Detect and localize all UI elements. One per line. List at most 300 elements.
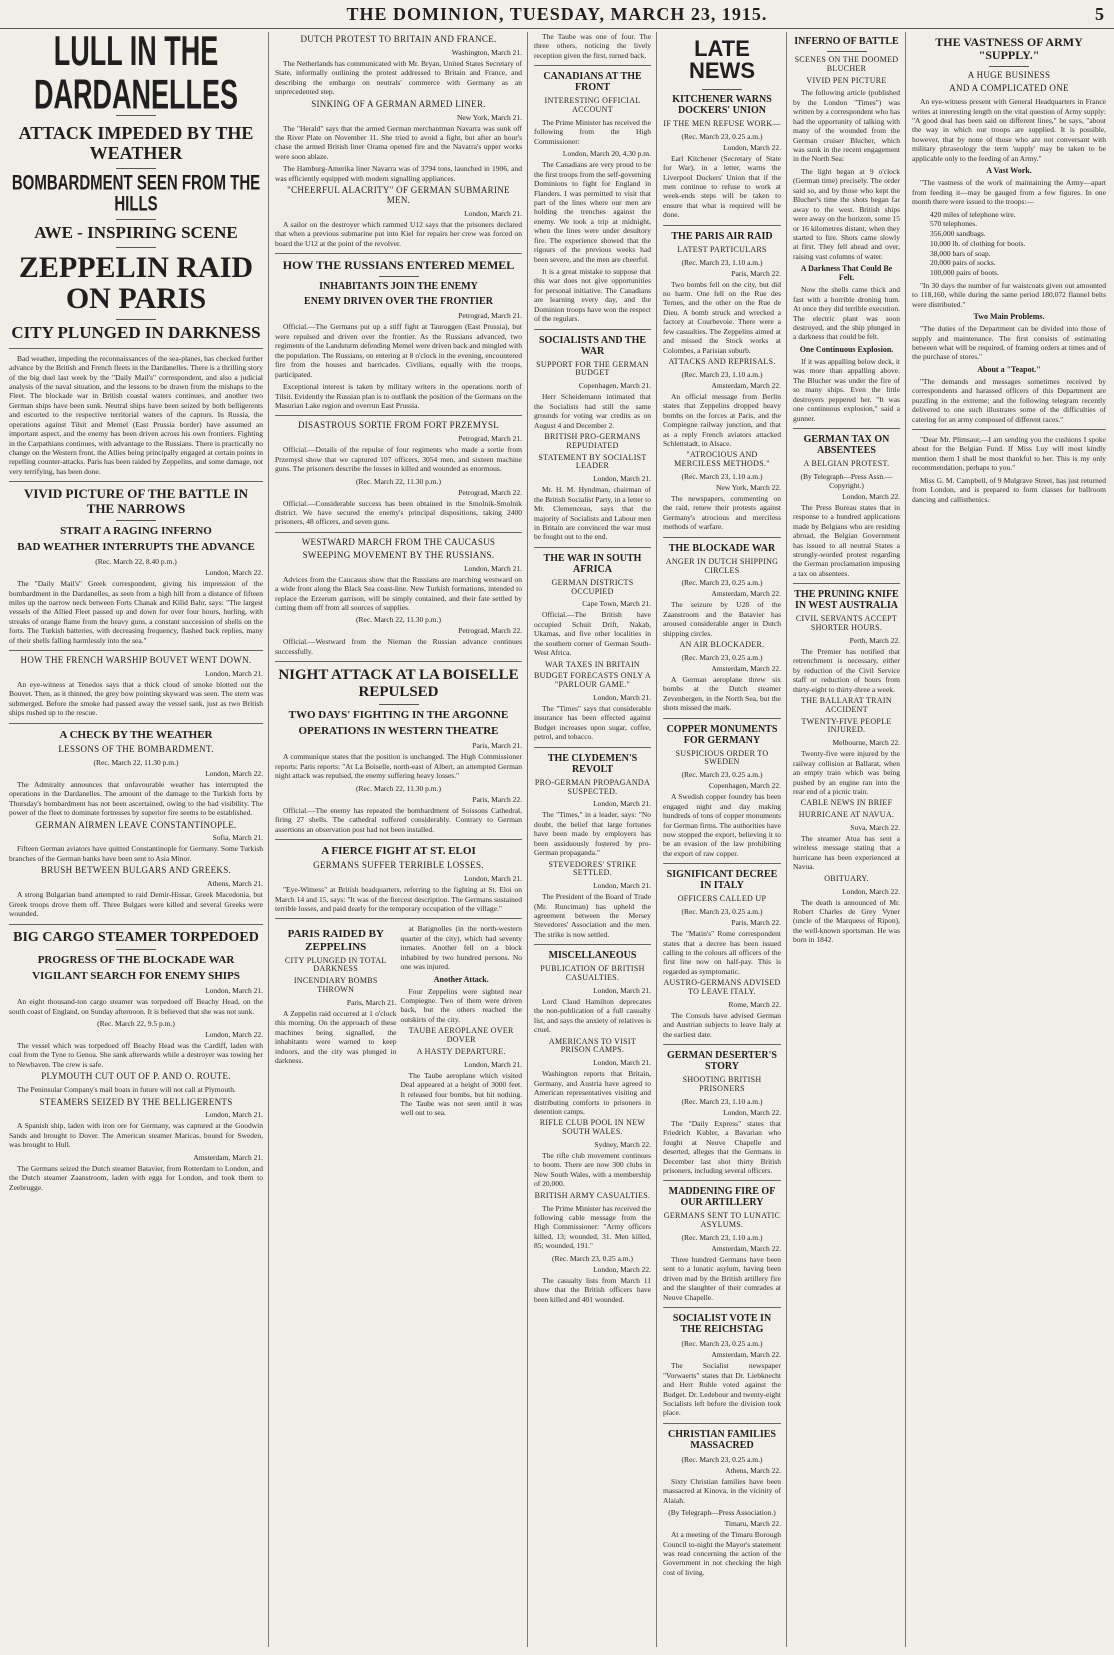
article-body: A sailor on the destroyer which rammed U12 says that the prisoners declared that when a previous submarine put into Kiel for repairs her crew was forced on board the U12 at the point of the revolver. xyxy=(275,219,522,248)
article-body: The following article (published by the London "Times") was written by a correspondent who has had the opportunity of talking with many of the wounded from the German cruiser Blucher, which was sunk in the recent engagement in the North Sea: xyxy=(793,88,900,164)
article-headline: "CHEERFUL ALACRITY" OF GERMAN SUBMARINE MEN. xyxy=(287,185,510,206)
subheading: Two Main Problems. xyxy=(973,312,1045,322)
article-headline: STEAMERS SEIZED BY THE BELLIGERENTS xyxy=(39,1096,233,1107)
article-body: Now the shells came thick and fast with a horrible droning hum. At once they did terrible execution. The electric plant was soon destroyed, and the ship plunged in a darkness that could be felt. xyxy=(793,285,900,342)
article-body: Official.—Considerable success has been obtained in the Smolnik-Smolnik district. We have secured the enemy's principal dispositions, taking 2400 prisoners, 48 officers, and seven guns. xyxy=(275,498,522,527)
article-body: The President of the Board of Trade (Mr. Runciman) has upheld the agreement between the Mersey Stevedores' Association and the men. The strike is now settled. xyxy=(534,892,651,939)
article-body: The "Times" says that considerable insurance has been effected against Budget increases upon sugar, coffee, petrol, and tobacco. xyxy=(534,703,651,742)
received-line: (Rec. March 23, 0.25 a.m.) xyxy=(681,652,763,662)
article-headline: SOCIALIST VOTE IN THE REICHSTAG xyxy=(672,1313,772,1336)
dateline: London, March 22. xyxy=(842,886,900,896)
article-body: Earl Kitchener (Secretary of State for War), in a letter, warns the Liverpool Dockers' Union that if the men continue to refuse to work at week-ends steps will be taken to ensure that what is required will be done. xyxy=(663,153,781,220)
list-item: 38,000 bars of soap. xyxy=(930,248,991,258)
divider xyxy=(912,429,1106,430)
article-deck: BUDGET FORECASTS ONLY A "PARLOUR GAME." xyxy=(534,671,652,690)
dateline: Amsterdam, March 22. xyxy=(711,380,781,390)
dateline: London, March 22. xyxy=(205,768,263,778)
divider xyxy=(663,1044,781,1045)
divider xyxy=(663,1423,781,1424)
divider xyxy=(534,547,651,548)
dateline: Paris, March 22. xyxy=(472,794,522,804)
received-line: (Rec. March 23, 1.10 a.m.) xyxy=(681,472,763,482)
dateline: Perth, March 22. xyxy=(849,635,900,645)
received-line: (Rec. March 22, 11.30 p.m.) xyxy=(356,476,441,486)
article-body: The "Times," in a leader, says: "No doubt, the belief that large fortunes have been made by employers has been assiduously fostered by pro-German propaganda." xyxy=(534,810,651,858)
masthead xyxy=(0,0,1114,29)
article-body: Herr Scheidemann intimated that the Socialists had still the same grounds for voting war credits as on August 4 and December 2. xyxy=(534,392,651,430)
subheading: A Vast Work. xyxy=(986,166,1032,176)
article-headline: PLYMOUTH CUT OUT OF P. AND O. ROUTE. xyxy=(41,1071,231,1082)
article-deck: A BELGIAN PROTEST. xyxy=(803,458,890,468)
article-body: The Peninsular Company's mail boats in future will not call at Plymouth. xyxy=(17,1085,236,1095)
article-headline: CANADIANS AT THE FRONT xyxy=(543,71,642,94)
dateline: Paris, March 21. xyxy=(472,741,522,751)
dateline: London, March 21. xyxy=(593,692,651,702)
divider xyxy=(534,944,651,945)
dateline: London, March 21. xyxy=(593,1058,651,1068)
list-item: 20,000 pairs of socks. xyxy=(930,258,996,268)
received-line: (Rec. March 22, 11.30 p.m.) xyxy=(356,615,441,625)
dateline: Rome, March 22. xyxy=(728,999,781,1009)
article-headline: RIFLE CLUB POOL IN NEW SOUTH WALES. xyxy=(539,1118,646,1137)
article-headline: SOCIALISTS AND THE WAR xyxy=(538,334,647,357)
article-body: Mr. H. M. Hyndman, chairman of the British Socialist Party, in a letter to Mr. Clemenceau, says that the majority of Socialists and Labour men in Britain are convinced the war must be fought out to the end. xyxy=(534,485,651,542)
divider xyxy=(663,1307,781,1308)
subheading: One Continuous Explosion. xyxy=(799,344,894,354)
article-deck: A HUGE BUSINESS xyxy=(967,70,1051,81)
article-deck: BAD WEATHER INTERRUPTS THE ADVANCE xyxy=(17,541,255,553)
article-body: The Consuls have advised German and Austrian subjects to leave Italy at the earliest date. xyxy=(663,1010,781,1039)
article-headline: DISASTROUS SORTIE FROM FORT PRZEMYSL xyxy=(297,420,500,431)
page-number: 5 xyxy=(1095,4,1104,24)
column-rule xyxy=(268,32,269,1647)
divider xyxy=(275,839,522,840)
received-line: (Rec. March 23, 0.25 a.m.) xyxy=(681,1454,763,1464)
article-deck: IF THE MEN REFUSE WORK— xyxy=(663,118,781,128)
list-item: 356,000 sandbags. xyxy=(930,229,986,239)
subheading: Another Attack. xyxy=(433,974,489,984)
article-body: Fifteen German aviators have quitted Constantinople for Germany. Some Turkish branches of the German banks have been sent to Asia Minor. xyxy=(9,844,263,863)
article-headline: A FIERCE FIGHT AT ST. ELOI xyxy=(321,845,476,858)
article-body: A communique states that the position is unchanged. The High Commissioner reports: Paris reports: "At La Boiselle, north-east of Albert, an attempted German night attack was repulsed, the enemy suffering heavy losses." xyxy=(275,752,522,781)
article-headline: SIGNIFICANT DECREE IN ITALY xyxy=(666,869,778,892)
article-body: Official.—The enemy has repeated the bombardment of Soissons Cathedral, firing 27 shells. The cathedral suffered considerably. Contrary to German assertions an observation post had not been installed. xyxy=(275,805,522,834)
article-body: The seizure by U28 of the Zaanstroom and the Batavier has aroused considerable anger in Dutch shipping circles. xyxy=(663,600,781,638)
column-1 xyxy=(6,32,266,1647)
column-3 xyxy=(531,32,654,1647)
article-body: The "Daily Mail's" Greek correspondent, giving his impression of the bombardment in the Dardanelles, as seen from a high hill from a distance of fifteen miles up the narrow neck between Forts Chanak and Kilid Bahr, says: "The largest vessels of the Allied Fleet passed up and down for over four hours, hurling, with streaks of orange flame from the heavy guns, a constant succession of shells on the forts. The Turkish batteries, with decreasing frequency, flashed back replies, many of their shells falling harmlessly into the sea." xyxy=(9,579,263,645)
article-headline: WAR TAXES IN BRITAIN xyxy=(544,659,640,669)
dateline: London, March 21. xyxy=(205,669,263,679)
dateline: Petrograd, March 21. xyxy=(458,311,522,321)
article-body: The Taube aeroplane which visited Deal appeared at a height of 3000 feet. It released four bombs, but hit nothing. The Taube was not seen until it was well out to sea. xyxy=(400,1070,522,1118)
split-section xyxy=(275,924,522,1121)
divider xyxy=(663,1180,781,1181)
dateline: Amsterdam, March 22. xyxy=(711,663,781,673)
article-deck: GERMAN DISTRICTS OCCUPIED xyxy=(551,577,634,596)
article-body: It is a great mistake to suppose that this war does not give opportunities for personal initiative. The Canadians are learning every day, and the Dominion troops have won the respect of the regulars. xyxy=(534,267,651,324)
list-item: 10,000 lb. of clothing for boots. xyxy=(930,238,1026,248)
dateline: Paris, March 21. xyxy=(346,997,397,1007)
divider xyxy=(663,718,781,719)
received-line: (Rec. March 23, 1.10 a.m.) xyxy=(681,1096,763,1106)
article-body: Official.—Details of the repulse of four regiments who made a sortie from Przemysl show that we captured 107 officers, 3054 men, and sixteen machine guns. The prisoners describe the losses in killed and wounded as enormous. xyxy=(275,445,522,474)
article-headline: AN AIR BLOCKADER. xyxy=(679,640,765,650)
dateline: Cape Town, March 21. xyxy=(582,599,651,609)
article-body: Sixty Christian families have been massacred at Kinova, in the vicinity of Alaiah. xyxy=(663,1476,781,1505)
dateline: London, March 21. xyxy=(464,1059,522,1069)
article-body: The Premier has notified that retrenchment is necessary, either by reduction of the Civil Service staff or reduction of hours from thirty-eight to thirty-three a week. xyxy=(793,646,900,694)
article-body: The Admiralty announces that unfavourable weather has interrupted the operations in the Dardanelles. The amount of the damage to the Turkish forts by Thursday's bombardment has not been ascertained, owing to the bad visibility. The power of the fleet to dominate fortresses by superior fire seems to be established. xyxy=(9,779,263,818)
article-deck: HURRICANE AT NAVUA. xyxy=(798,810,895,820)
article-deck: SUPPORT FOR THE GERMAN BUDGET xyxy=(536,359,649,378)
dateline: Sydney, March 22. xyxy=(594,1140,651,1150)
article-body: The newspapers, commenting on the raid, renew their protests against Germany's atrocious and merciless methods of warfare. xyxy=(663,494,781,532)
article-deck: STRAIT A RAGING INFERNO xyxy=(60,524,212,537)
divider xyxy=(9,481,263,482)
article-headline: TAUBE AEROPLANE OVER DOVER xyxy=(408,1026,514,1045)
received-line: (Rec. March 23, 0.25 a.m.) xyxy=(681,907,763,917)
article-body: The "Matin's" Rome correspondent states that a decree has been issued calling to the colours all officers of the first line now on half-pay. This is regarded as symptomatic. xyxy=(663,929,781,976)
article-headline: BRITISH ARMY CASUALTIES. xyxy=(534,1190,651,1200)
article-headline: NIGHT ATTACK AT LA BOISELLE REPULSED xyxy=(278,667,519,700)
article-body: "The vastness of the work of maintaining the Army—apart from feeding it—may be gauged from a few figures. In one month there were issued to the troops:— xyxy=(912,178,1106,207)
article-headline: STEVEDORES' STRIKE SETTLED. xyxy=(548,859,637,878)
list-item: 100,000 pairs of boots. xyxy=(930,268,999,278)
article-headline: KITCHENER WARNS DOCKERS' UNION xyxy=(672,93,772,116)
main-headline: LULL IN THE DARDANELLES xyxy=(33,32,238,117)
split-left xyxy=(275,924,397,1121)
dateline: Melbourne, March 22. xyxy=(832,738,900,748)
article-deck: CIVIL SERVANTS ACCEPT SHORTER HOURS. xyxy=(795,614,898,633)
dateline: New York, March 21. xyxy=(457,112,522,122)
dateline: Paris, March 22. xyxy=(731,268,781,278)
received-line: (Rec. March 22, 11.30 p.m.) xyxy=(356,783,441,793)
article-headline: SINKING OF A GERMAN ARMED LINER. xyxy=(311,98,486,109)
list-item: 420 miles of telephone wire. xyxy=(930,209,1016,219)
column-4 xyxy=(660,32,784,1647)
divider xyxy=(663,863,781,864)
article-headline: BRUSH BETWEEN BULGARS AND GREEKS. xyxy=(40,865,232,876)
article-body: A Zeppelin raid occurred at 1 o'clock this morning. On the approach of these machines being signalled, the inhabitants were warned to keep indoors, and the city was plunged in darkness. xyxy=(275,1008,397,1065)
article-body: Two bombs fell on the city, but did no harm. One fell on the Rue des Ternes, and the other on the Rue de Dieu. A bomb struck and wrecked a factory at Courbevoie. There were a few casualties. The Zeppelins aimed at and missed the Stock works at Colombes, a Parisian suburb. xyxy=(663,279,781,355)
article-body: The casualty lists from March 11 show that the British officers have been killed and 401 wounded. xyxy=(534,1275,651,1304)
headline-deck: CITY PLUNGED IN DARKNESS xyxy=(11,322,261,342)
article-headline: COPPER MONUMENTS FOR GERMANY xyxy=(666,723,778,746)
article-headline: "ATROCIOUS AND MERCILESS METHODS." xyxy=(674,450,770,469)
subheading: About a "Teapot." xyxy=(977,364,1041,374)
article-headline: ATTACKS AND REPRISALS. xyxy=(668,357,776,367)
article-body: An eight thousand-ton cargo steamer was torpedoed off Beachy Head, on the south coast of England, on Sunday afternoon. It is believed that she was not sunk. xyxy=(9,997,263,1016)
divider xyxy=(663,537,781,538)
dateline: London, March 22. xyxy=(205,568,263,578)
dateline: London, March 21. xyxy=(593,881,651,891)
article-headline: BIG CARGO STEAMER TORPEDOED xyxy=(13,929,259,945)
divider xyxy=(275,661,522,662)
article-headline: HOW THE FRENCH WARSHIP BOUVET WENT DOWN. xyxy=(20,655,252,666)
article-body: A Swedish copper foundry has been engaged night and day making hundreds of tons of copper monuments for German firms. The authorities have now stopped the export, believing it to be an evasion of the law prohibiting the export of raw copper. xyxy=(663,792,781,858)
article-headline: MISCELLANEOUS xyxy=(548,950,637,962)
dateline: London, March 21. xyxy=(205,986,263,996)
column-rule xyxy=(905,32,906,1647)
article-body: Three hundred Germans have been sent to a lunatic asylum, having been driven mad by the British artillery fire and the slaughter of their comrades at Neuve Chapelle. xyxy=(663,1255,781,1302)
article-body: "Dear Mr. Plimsaur,—I am sending you the cushions I spoke about for the Belgian Fund. If Miss Luy will most kindly mention them I shall be most thankful to her. This is my only recommendation, perhaps to you." xyxy=(912,435,1106,473)
dateline: Petrograd, March 21. xyxy=(458,434,522,444)
divider xyxy=(116,520,156,521)
article-body: Four Zeppelins were sighted near Compiegne. Two of them were driven back, but the others reached the outskirts of the city. xyxy=(400,986,522,1024)
article-deck: OFFICERS CALLED UP xyxy=(677,894,767,904)
article-deck: TWENTY-FIVE PEOPLE INJURED. xyxy=(801,716,892,735)
column-rule xyxy=(656,32,657,1647)
article-deck: SHOOTING BRITISH PRISONERS xyxy=(682,1075,762,1094)
article-body: The rifle club movement continues to boom. There are now 300 clubs in New South Wales, with a membership of 20,000. xyxy=(534,1151,651,1189)
column-6 xyxy=(909,32,1109,1647)
article-deck: A HASTY DEPARTURE. xyxy=(416,1046,506,1056)
article-deck: CITY PLUNGED IN TOTAL DARKNESS xyxy=(284,955,387,974)
dateline: London, March 21. xyxy=(593,985,651,995)
dateline: London, March 21. xyxy=(464,208,522,218)
divider xyxy=(534,747,651,748)
divider xyxy=(116,168,156,169)
article-body: Advices from the Caucasus show that the Russians are marching westward on a wide front along the Black Sea coast-line. New Turkish formations, intended to replace the Erzerum garrison, will be simply contained, and their fate settled by cutting them off from all sources of supplies. xyxy=(275,574,522,612)
article-headline: THE WAR IN SOUTH AFRICA xyxy=(543,552,642,575)
divider xyxy=(116,319,156,320)
received-line: (Rec. March 23, 1.10 a.m.) xyxy=(681,369,763,379)
section-headline: LATE NEWS xyxy=(689,36,755,84)
received-line: (Rec. March 23, 1.10 a.m.) xyxy=(681,1233,763,1243)
divider xyxy=(116,219,156,220)
article-body: Miss G. M. Campbell, of 9 Mulgrave Street, has just returned from London, and is prepared to form classes for ballroom dancing and callisthenics. xyxy=(912,475,1106,504)
article-deck: STATEMENT BY SOCIALIST LEADER xyxy=(538,452,647,471)
article-intro: Bad weather, impeding the reconnaissances of the sea-planes, has checked further advance by the British and French fleets in the Dardanelles. There is a thrilling story of the big duel last week by the "Daily Mail's" correspondent, and also a judicial analysis of the naval situation, and the lessons to be drawn from the mishaps to the Fleet. The blockade war in British coastal waters continues, and another two German ships have been sunk. Neutral ships have been seized by both belligerents and escorted to the respective territorial waters of the captors. In Russia, the operations against Tilsit and Memel (East Prussia border) have assumed an important aspect, and the enemy has been driven across his own frontiers. Fighting in the Carpathians continues, with advantage to the Russians. There is practically no change on the Western front, the Allies being principally engaged at certain points in repelling counter-attacks. Paris has been raided by Zeppelins, and some damage, not very terrifying, has been done. xyxy=(9,353,263,476)
article-deck: VIVID PEN PICTURE xyxy=(806,75,887,85)
article-deck: ENEMY DRIVEN OVER THE FRONTIER xyxy=(304,296,493,308)
supply-list xyxy=(912,210,1106,278)
received-line: (Rec. March 23, 0.25 a.m.) xyxy=(681,578,763,588)
dateline: Amsterdam, March 22. xyxy=(711,1350,781,1360)
article-headline: CABLE NEWS IN BRIEF xyxy=(800,798,893,808)
divider xyxy=(534,329,651,330)
article-headline: THE VASTNESS OF ARMY "SUPPLY." xyxy=(935,35,1083,63)
article-headline: DUTCH PROTEST TO BRITAIN AND FRANCE. xyxy=(300,34,497,44)
article-deck: AND A COMPLICATED ONE xyxy=(949,83,1069,94)
article-headline: CHRISTIAN FAMILIES MASSACRED xyxy=(668,1428,776,1451)
dateline: London, March 21. xyxy=(205,1110,263,1120)
divider xyxy=(379,276,419,277)
dateline: London, March 21. xyxy=(593,799,651,809)
article-body: The Socialist newspaper "Vorwaerts" states that Dr. Liebknecht and Herr Ruhle voted against the Budget. Dr. Ledebour and twenty-eight Socialists left before the division took place. xyxy=(663,1361,781,1418)
received-line: (Rec. March 23, 1.10 a.m.) xyxy=(681,257,763,267)
article-headline: BRITISH PRO-GERMANS REPUDIATED xyxy=(544,432,641,450)
divider xyxy=(702,89,742,90)
article-body: Official.—The Germans put up a stiff fight at Tauroggen (East Prussia), but were repulsed and driven over the frontier. As the Russians advanced, two regiments of the Landsturm defending Memel were driven back and mingled with the population. The Russians, on entering at 8 o'clock in the evening, encountered fire from the houses and barricades. Civilians, equally with the troops, participated. xyxy=(275,322,522,379)
column-2 xyxy=(272,32,525,1647)
dateline: London, March 22. xyxy=(723,142,781,152)
article-headline: AMERICANS TO VISIT PRISON CAMPS. xyxy=(548,1036,637,1055)
divider xyxy=(989,66,1029,67)
article-body: Washington reports that Britain, Germany, and Austria have agreed to American representatives visiting and distributing comforts to prisoners in detention camps. xyxy=(534,1069,651,1116)
dateline: Amsterdam, March 22. xyxy=(711,589,781,599)
divider xyxy=(663,225,781,226)
article-headline: GERMAN TAX ON ABSENTEES xyxy=(803,433,890,456)
article-deck: INHABITANTS JOIN THE ENEMY xyxy=(319,281,478,293)
article-body: The "Daily Express" states that Friedrich Kubler, a Bavarian who fought at Neuve Chapelle and deserted, alleges that the Germans in December last shot thirty British prisoners, including several officers. xyxy=(663,1118,781,1176)
headline-deck: ZEPPELIN RAID ON PARIS xyxy=(18,250,254,316)
divider xyxy=(9,924,263,925)
column-rule xyxy=(786,32,787,1647)
article-deck: SUSPICIOUS ORDER TO SWEDEN xyxy=(675,748,769,767)
article-body: The vessel which was torpedoed off Beachy Head was the Cardiff, laden with coal from the Tyne to Genoa. She sank afterwards while a destroyer was towing her to Newhaven. The crew is safe. xyxy=(9,1040,263,1069)
article-body: The light began at 9 o'clock (German time) precisely. The order said so, and by those who kept the Blucher's time the shots began far away to the west. British ships were away on the horizon, some 15 or 16 kilometres distant, when they started to fire. Shots came slowly at first. They fell ahead and over, raising vast columns of water. xyxy=(793,166,900,261)
article-deck: TWO DAYS' FIGHTING IN THE ARGONNE xyxy=(288,709,509,722)
article-body: at Batignolles (in the north-western quarter of the city), which had seventy inmates. Another fell on a block inhabited by two hundred persons. No one was injured. xyxy=(400,924,522,972)
received-line: (Rec. March 22, 8.40 p.m.) xyxy=(95,557,177,567)
article-deck: SWEEPING MOVEMENT BY THE RUSSIANS. xyxy=(302,549,495,560)
headline-deck: AWE - INSPIRING SCENE xyxy=(34,223,238,243)
dateline: London, March 22. xyxy=(842,491,900,501)
subheading: A Darkness That Could Be Felt. xyxy=(800,264,893,283)
dateline: London, March 22. xyxy=(205,1029,263,1039)
divider xyxy=(379,704,419,705)
article-headline: GERMAN DESERTER'S STORY xyxy=(667,1050,777,1073)
masthead-title: THE DOMINION, TUESDAY, MARCH 23, 1915. xyxy=(346,4,768,24)
article-deck: SCENES ON THE DOOMED BLUCHER xyxy=(794,55,899,73)
article-deck: ANGER IN DUTCH SHIPPING CIRCLES xyxy=(665,556,779,575)
article-body: The death is announced of Mr. Robert Charles de Grey Vyner (uncle of the Marquess of Ripon), the well-known sportsman. He was born in 1842. xyxy=(793,897,900,945)
divider xyxy=(275,253,522,254)
received-line: (Rec. March 23, 0.25 a.m.) xyxy=(551,1253,634,1263)
dateline: London, March 22. xyxy=(723,1107,781,1117)
article-body: If it was appalling below deck, it was more than appalling above. The Blucher was under the fire of so many ships. Even the little destroyers peppered her. "It was one continuous explosion," said a gunner. xyxy=(793,356,900,423)
received-line: (By Telegraph—Press Assn.—Copyright.) xyxy=(800,471,893,490)
dateline: Amsterdam, March 21. xyxy=(193,1152,263,1162)
article-headline: A CHECK BY THE WEATHER xyxy=(59,728,213,741)
article-body: An eye-witness present with General Headquarters in France writes at interesting length on the vital question of Army supply: "A good deal has been said on different lines," he says, "about the way in which our troops are supplied. It is possible, however, that by none of those who are not conversant with military phraseology the term 'supply' may be taken to be applicable only to the feeding of an Army." xyxy=(912,97,1106,163)
dateline: Athens, March 21. xyxy=(207,879,263,889)
received-line: (Rec. March 23, 0.25 a.m.) xyxy=(681,770,763,780)
divider xyxy=(9,650,263,651)
dateline: London, March 21. xyxy=(464,874,522,884)
article-deck: INTERESTING OFFICIAL ACCOUNT xyxy=(544,96,641,115)
article-body: An official message from Berlin states that Zeppelins dropped heavy bombs on the forces at Paris, and the Compiegne railway junction, and that as a reply French aviators attacked Schlettstadt, in Alsace. xyxy=(663,391,781,449)
article-body: "The demands and messages sometimes received by correspondents and harassed officers of this Department are puzzling in the extreme; and the following telegram recently delivered to one such illustrates some of the difficulties of catering for an army composed of different races." xyxy=(912,376,1106,424)
dateline: Petrograd, March 22. xyxy=(458,487,522,497)
article-deck: LESSONS OF THE BOMBARDMENT. xyxy=(58,743,214,754)
split-right xyxy=(401,924,523,1121)
article-deck: GERMANS SENT TO LUNATIC ASYLUMS. xyxy=(663,1211,781,1230)
dateline: Paris, March 22. xyxy=(731,918,781,928)
divider xyxy=(116,949,156,950)
dateline: Copenhagen, March 22. xyxy=(708,781,781,791)
divider xyxy=(9,348,263,349)
article-headline: PARIS RAIDED BY ZEPPELINS xyxy=(287,928,384,953)
article-body: The Netherlands has communicated with Mr. Bryan, United States Secretary of State, informally outlining the protest addressed to Britain and France, and describing the embargo on neutrals' commerce with Germany as an unprecedented step. xyxy=(275,58,522,97)
article-headline: THE CLYDEMEN'S REVOLT xyxy=(547,752,638,775)
article-body: The Prime Minister has received the following cable message from the High Commissioner: "Army officers killed, 13; wounded, 31. Men killed, 85; wounded, 191." xyxy=(534,1203,651,1251)
article-headline: MADDENING FIRE OF OUR ARTILLERY xyxy=(668,1186,776,1209)
dateline: Timaru, March 22. xyxy=(724,1519,781,1529)
divider xyxy=(827,51,867,52)
article-deck: LATEST PARTICULARS xyxy=(677,244,767,254)
article-deck: OPERATIONS IN WESTERN THEATRE xyxy=(298,725,499,738)
article-body: Lord Claud Hamilton deprecates the non-publication of a full casualty list, and says the anxiety of relatives is cruel. xyxy=(534,996,651,1035)
divider xyxy=(275,415,522,416)
article-body: The steamer Atua has sent a wireless message stating that a hurricane has been experienced at Navua. xyxy=(793,834,900,872)
dateline: New York, March 22. xyxy=(716,483,781,493)
article-body: Exceptional interest is taken by military writers in the operations north of Tilsit. Evidently the Russian plan is to outflank the position of the Germans on the Masurian Lake region and overrun East Prussia. xyxy=(275,382,522,410)
divider xyxy=(534,65,651,66)
received-line: (Rec. March 22, 9.5 p.m.) xyxy=(97,1018,175,1028)
article-headline: THE BLOCKADE WAR xyxy=(668,542,776,554)
list-item: 570 telephones. xyxy=(930,219,978,229)
divider xyxy=(9,723,263,724)
article-body: The Germans seized the Dutch steamer Batavier, from Rotterdam to London, and the Dutch steamer Zaanstroom, laden with eggs for London, and took them to Zeebrugge. xyxy=(9,1163,263,1192)
dateline: London, March 20, 4.30 p.m. xyxy=(562,149,651,159)
article-headline: INFERNO OF BATTLE xyxy=(794,36,899,47)
article-body: Official.—Westward from the Nieman the Russian advance continues successfully. xyxy=(275,637,522,656)
article-deck: PROGRESS OF THE BLOCKADE WAR xyxy=(37,953,235,966)
dateline: Suva, March 22. xyxy=(850,823,900,832)
article-body: The Canadians are very proud to be the first troops from the self-governing Dominions to fight for England in Flanders. I was permitted to visit that part of the lines where our men are holding the trenches against the enemy. We took a trip at midnight, when the lines were under desultory fire. The experience showed that the rigours of the previous weeks had been severe, and the men are cheerful. xyxy=(534,160,651,264)
dateline: Athens, March 22. xyxy=(725,1465,781,1475)
dateline: Petrograd, March 22. xyxy=(458,626,522,636)
received-line: (Rec. March 23, 0.25 a.m.) xyxy=(681,131,763,141)
article-headline: THE BALLARAT TRAIN ACCIDENT xyxy=(801,696,892,714)
divider xyxy=(793,583,900,584)
article-deck: GERMANS SUFFER TERRIBLE LOSSES. xyxy=(313,860,484,871)
article-body: A German aeroplane threw six bombs at the Dutch steamer Zevenbergen, in the North Sea, but the shots missed the mark. xyxy=(663,674,781,713)
article-headline: VIVID PICTURE OF THE BATTLE IN THE NARROWS xyxy=(23,486,249,516)
article-body: The Hamburg-Amerika liner Navarra was of 3794 tons, launched in 1906, and was efficiently equipped with modern signalling appliances. xyxy=(275,164,522,183)
divider xyxy=(116,247,156,248)
article-headline: THE PRUNING KNIFE IN WEST AUSTRALIA xyxy=(794,589,899,612)
article-headline: WESTWARD MARCH FROM THE CAUCASUS xyxy=(301,536,496,547)
dateline: Sofia, March 21. xyxy=(212,833,263,843)
article-headline: AUSTRO-GERMANS ADVISED TO LEAVE ITALY. xyxy=(663,978,781,997)
article-headline: OBITUARY. xyxy=(824,873,869,883)
article-deck: PRO-GERMAN PROPAGANDA SUSPECTED. xyxy=(534,777,651,796)
column-5 xyxy=(790,32,903,1647)
article-headline: THE PARIS AIR RAID xyxy=(671,230,773,242)
headline-deck: ATTACK IMPEDED BY THE WEATHER xyxy=(18,123,254,163)
divider xyxy=(275,532,522,533)
article-body: "In 30 days the number of fur waistcoats given out amounted to 118,160, while during the same period 180,072 flannel belts were distributed." xyxy=(912,280,1106,309)
dateline: Washington, March 21. xyxy=(451,47,522,57)
divider xyxy=(793,428,900,429)
dateline: London, March 21. xyxy=(593,474,651,484)
received-line: (Rec. March 23, 0.25 a.m.) xyxy=(681,1339,763,1349)
article-body: The Taube was one of four. The three others, noticing the lively reception given the first, turned back. xyxy=(534,32,651,60)
article-body: Twenty-five were injured by the railway collision at Ballarat, when an empty train which was being pushed by an engine ran into the rear end of a picnic train. xyxy=(793,749,900,796)
headline-deck: BOMBARDMENT SEEN FROM THE HILLS xyxy=(11,171,261,217)
received-line: (Rec. March 22, 11.30 p.m.) xyxy=(93,757,179,767)
article-body: "Eye-Witness" at British headquarters, referring to the fighting at St. Eloi on March 14 and 15, says: "It was of the fiercest description. The Germans sustained terrible losses, and paid dearly for the temporary occupation of the village." xyxy=(275,885,522,913)
article-deck: PUBLICATION OF BRITISH CASUALTIES. xyxy=(540,964,645,983)
article-headline: HOW THE RUSSIANS ENTERED MEMEL xyxy=(282,258,515,273)
article-deck: INCENDIARY BOMBS THROWN xyxy=(293,976,378,994)
article-body: Official.—The British have occupied Schuit Drift, Nakab, Ukamas, and five other localities in the southern corner of German South-West Africa. xyxy=(534,610,651,658)
article-deck: VIGILANT SEARCH FOR ENEMY SHIPS xyxy=(32,969,240,982)
article-body: A Spanish ship, laden with iron ore for Germany, was captured at the Goodwin Sands and brought to Dover. The American steamer Maricas, bound for Sweden, was brought to Hull. xyxy=(9,1121,263,1150)
article-headline: GERMAN AIRMEN LEAVE CONSTANTINOPLE. xyxy=(35,819,237,830)
dateline: Amsterdam, March 22. xyxy=(711,1244,781,1254)
article-body: An eye-witness at Tenedos says that a thick cloud of smoke blotted out the Bouvet. Then, as it thinned, the grey bow pointing skyward was seen. The stern was submerged. Before the smoke had passed away the vessel sank, just as two British ships rushed up to the rescue. xyxy=(9,680,263,718)
received-line: (By Telegraph—Press Association.) xyxy=(668,1508,776,1518)
article-body: A strong Bulgarian band attempted to raid Demir-Hissar, Greek Macedonia, but Greek troops drove them off. Three Bulgars were killed and several Greeks were wounded. xyxy=(9,890,263,919)
dateline: Copenhagen, March 21. xyxy=(578,381,651,391)
article-body: "The duties of the Department can be divided into those of supply and maintenance. The first consists of estimating between what will be required, of framing orders at times and of the purchase of stores." xyxy=(912,324,1106,362)
column-rule xyxy=(527,32,528,1647)
